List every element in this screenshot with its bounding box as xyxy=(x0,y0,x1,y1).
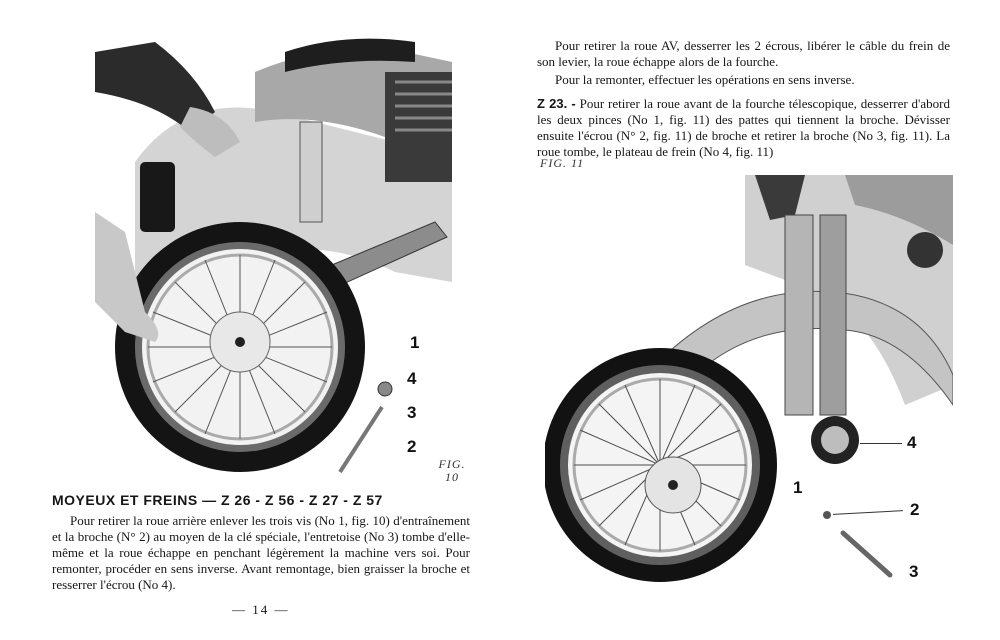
fig11-callout-1: 1 xyxy=(793,478,803,497)
fig10-callout-4: 4 xyxy=(407,369,417,388)
right-paragraph-2: Pour la remonter, effectuer les opérations en sens inverse. xyxy=(555,72,855,87)
right-text-block xyxy=(537,38,950,160)
fig10-label-line1: FIG. xyxy=(438,457,466,471)
z23-text: Pour retirer la roue avant de la fourche télescopique, desserrer d'abord les deux pinces (No 1, fig. 11) des pattes qui tiennent la broche. Dévisser ensuite l'écrou (N° 2, fig. 11) de broche et retirer la broche (No 3, fig. 11). La roue tombe, le plateau de frein (No 4, fig. 11) xyxy=(537,96,950,159)
fig11-callout-2: 2 xyxy=(910,500,920,519)
page-number: — 14 — xyxy=(232,602,290,617)
right-paragraph-1: Pour retirer la roue AV, desserrer les 2 écrous, libérer le câble du frein de son levier, la roue échappe alors de la fourche. xyxy=(537,38,950,69)
fig11-photo xyxy=(545,175,953,605)
right-page xyxy=(500,0,1000,640)
fig11-label: FIG. 11 xyxy=(540,156,585,170)
fig10-callout-3: 3 xyxy=(407,403,417,422)
fig10-callout-2: 2 xyxy=(407,437,417,456)
left-paragraph: Pour retirer la roue arrière enlever les trois vis (No 1, fig. 10) d'entraînement et la broche (N° 2) au moyen de la clé spéciale, l'entretoise (No 3) tombe d'elle-même et la roue échappe en penchant légèrement la machine vers soi. Pour remonter, procéder en sens inverse. Avant remontage, bien graisser la broche et resserrer l'écrou (No 4). xyxy=(52,513,470,592)
z23-label: Z 23. - xyxy=(537,96,576,111)
section-heading: MOYEUX ET FREINS — Z 26 - Z 56 - Z 27 - Z 57 xyxy=(52,492,383,508)
z23-paragraph xyxy=(537,96,950,160)
fig11-callout-4: 4 xyxy=(907,433,917,452)
fig10-label xyxy=(432,458,472,484)
fig11-callout-3: 3 xyxy=(909,562,919,581)
fig10-label-line2: 10 xyxy=(445,470,459,484)
left-paragraph-block xyxy=(52,513,470,593)
fig10-callout-1: 1 xyxy=(410,333,420,352)
fig11-leader-4 xyxy=(860,443,902,444)
fig10-photo xyxy=(95,32,452,478)
